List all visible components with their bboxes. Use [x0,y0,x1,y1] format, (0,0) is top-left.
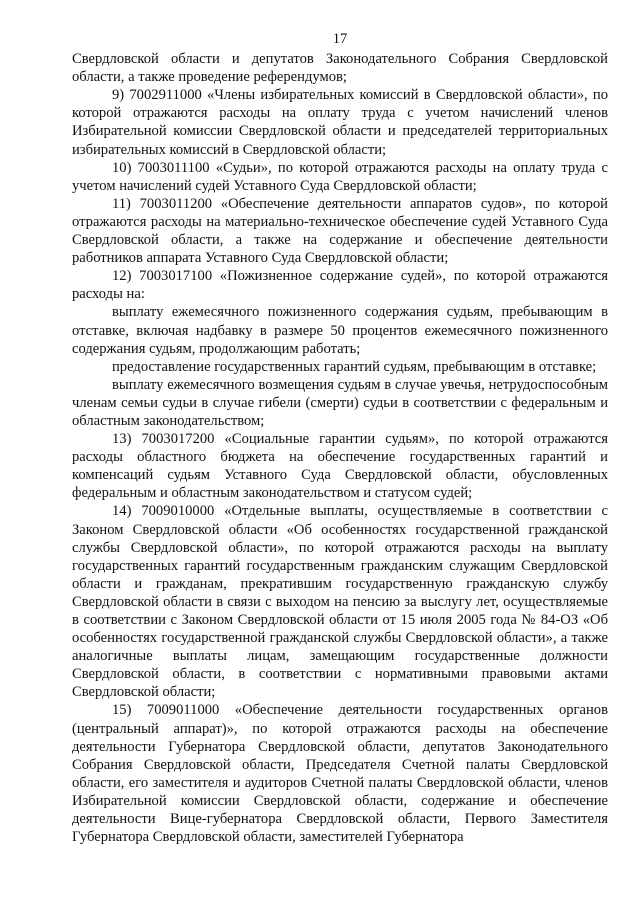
paragraph-continuation: Свердловской области и депутатов Законодательного Собрания Свердловской области, а также проведение референдумов; [72,51,608,86]
paragraph-item-12-sub-1: выплату ежемесячного пожизненного содержания судьям, пребывающим в отставке, включая надбавку в размере 50 процентов ежемесячного пожизненного содержания судьям, продолжающим работать; [72,304,608,357]
paragraph-item-12-sub-2: предоставление государственных гарантий судьям, пребывающим в отставке; [112,358,597,375]
paragraph-item-9: 9) 7002911000 «Члены избирательных комиссий в Свердловской области», по которой отражаются расходы на оплату труда с учетом начислений членов Избирательной комиссии Свердловской области и председателей территориальных избирательных комиссий в Свердловской области; [72,87,608,158]
paragraph-item-14: 14) 7009010000 «Отдельные выплаты, осуществляемые в соответствии с Законом Свердловской области «Об особенностях государственной гражданской службы Свердловской области», по которой отражаются расходы на выплату государственных гарантий государственным гражданским служащим Свердловской области и гражданам, прекратившим государственную гражданскую службу Свердловской области в связи с выходом на пенсию за выслугу лет, осуществляемые в соответствии с Законом Свердловской области от 15 июля 2005 года № 84-ОЗ «Об особенностях государственной гражданской службы Свердловской области», а также аналогичные выплаты лицам, замещающим государственные должности Свердловской области, в соответствии с нормативными правовыми актами Свердловской области; [72,503,608,701]
document-page [72,30,608,846]
paragraph-item-12: 12) 7003017100 «Пожизненное содержание судей», по которой отражаются расходы на: [72,268,608,303]
paragraph-item-15: 15) 7009011000 «Обеспечение деятельности государственных органов (центральный аппарат)», по которой отражаются расходы на обеспечение деятельности Губернатора Свердловской области, депутатов Законодательного Собрания Свердловской области, Председателя Счетной палаты Свердловской области, его заместителя и аудиторов Счетной палаты Свердловской области, членов Избирательной комиссии Свердловской области, содержание и обеспечение деятельности Вице-губернатора Свердловской области, Первого Заместителя Губернатора Свердловской области, заместителей Губернатора [72,702,608,846]
paragraph-item-11: 11) 7003011200 «Обеспечение деятельности аппаратов судов», по которой отражаются расходы на материально-техническое обеспечение судей Уставного Суда Свердловской области, а также на содержание и обеспечение деятельности работников аппарата Уставного Суда Свердловской области; [72,195,608,267]
paragraph-item-10: 10) 7003011100 «Судьи», по которой отражаются расходы на оплату труда с учетом начислений судей Уставного Суда Свердловской области; [72,159,608,194]
page-number: 17 [332,31,348,47]
paragraph-item-13: 13) 7003017200 «Социальные гарантии судьям», по которой отражаются расходы областного бюджета на обеспечение государственных гарантий и компенсаций судьям Уставного Суда Свердловской области, обусловленных федеральным и областным законодательством и статусом судей; [72,431,608,502]
paragraph-item-12-sub-3: выплату ежемесячного возмещения судьям в случае увечья, нетрудоспособным членам семьи судьи в случае гибели (смерти) судьи в соответствии с федеральным и областным законодательством; [72,376,608,429]
